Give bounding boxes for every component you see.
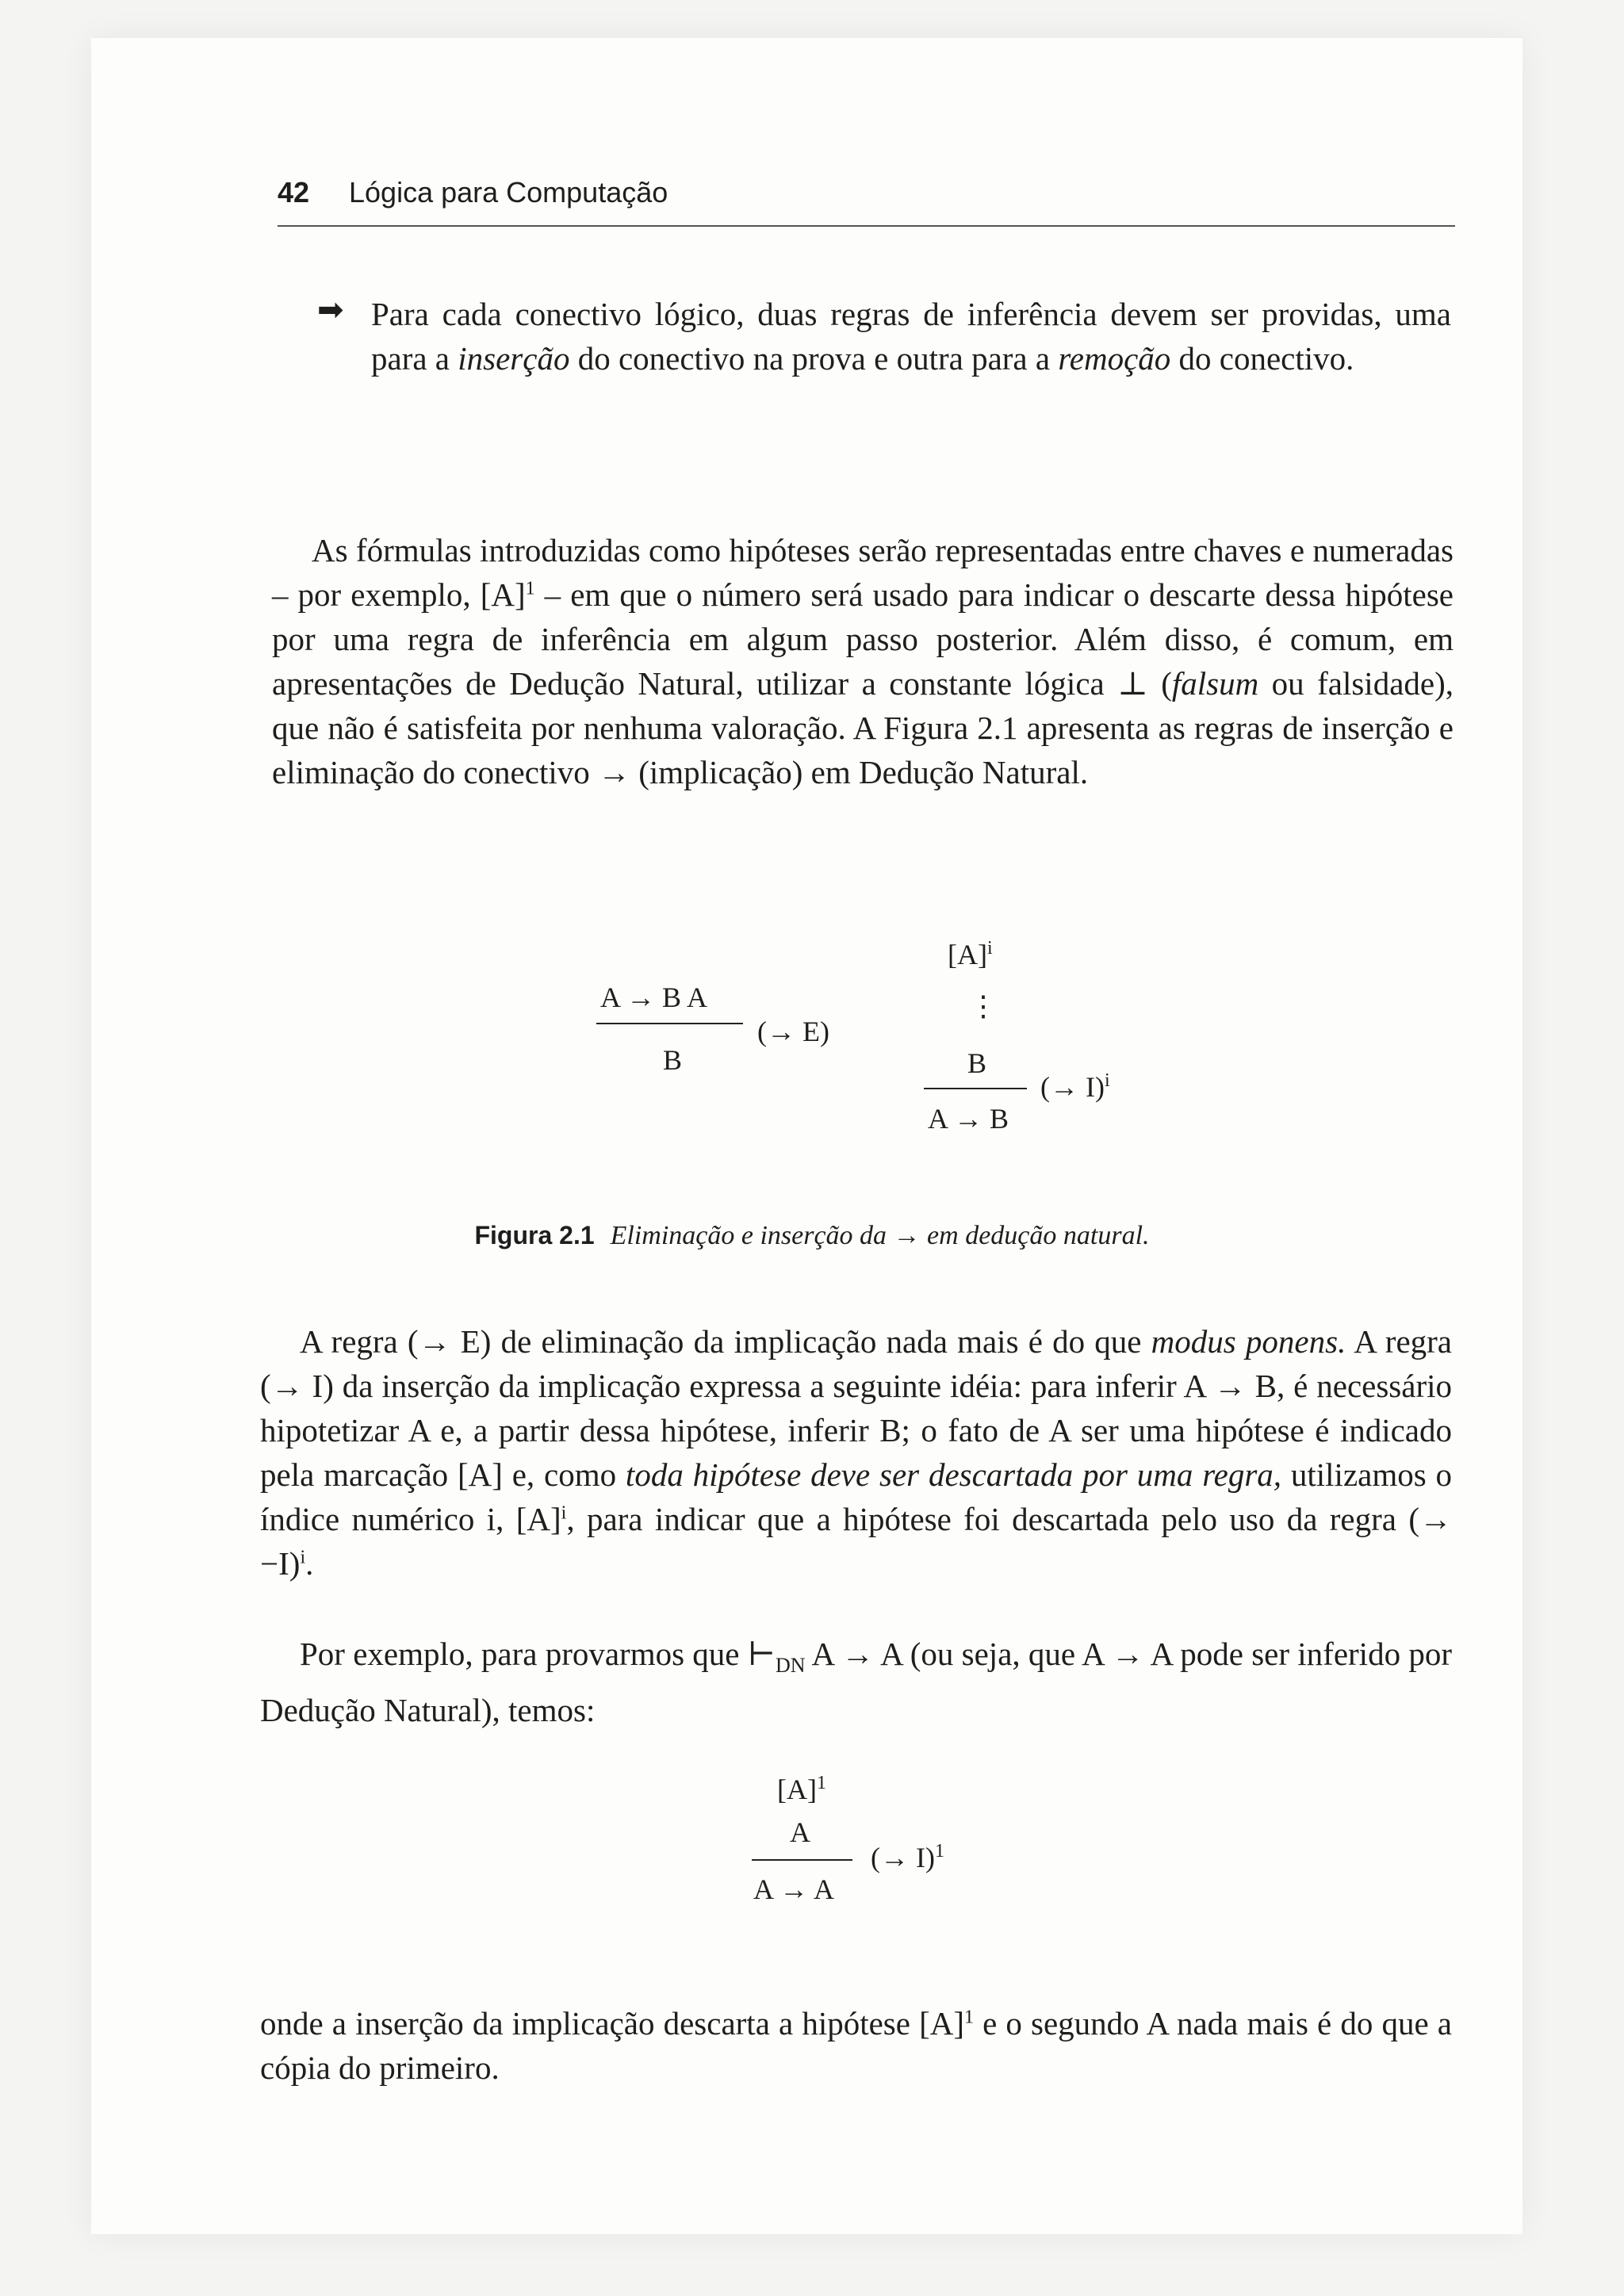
- running-header: [278, 176, 1455, 227]
- elim-premises: A → B A: [600, 982, 708, 1013]
- intro-premise: B: [967, 1047, 987, 1079]
- proof-hypothesis: $[A]^1$: [777, 1773, 826, 1805]
- book-title: Lógica para Computação: [349, 176, 668, 209]
- intro-conclusion: A → B: [928, 1103, 1009, 1135]
- proof-conclusion: A → A: [753, 1873, 835, 1905]
- elim-rule-label: (→ E): [757, 1016, 829, 1047]
- paragraph-hypotheses: As fórmulas introduzidas como hipóteses serão representadas entre chaves e numeradas – por exemplo, $[A]^1$ – em que o número será usado para indicar o descarte dessa hipótese por uma regra de inferência em algum passo posterior. Além disso, é comum, em apresentações de Dedução Natural, utilizar a constante lógica ⊥ (falsum ou falsidade), que não é satisfeita por nenhuma valoração. A Figura 2.1 apresenta as regras de inserção e eliminação do conectivo → (implicação) em Dedução Natural.: [272, 532, 1454, 790]
- page-number: 42: [278, 176, 310, 209]
- bullet-item: [317, 292, 1451, 381]
- paragraph-example: Por exemplo, para provarmos que $⊢_{DN}$ A → A (ou seja, que A → A pode ser inferido por Dedução Natural), temos:: [260, 1636, 1452, 1729]
- paragraph-rules-explanation: A regra (→ E) de eliminação da implicação nada mais é do que modus ponens. A regra (→ I) da inserção da implicação expressa a seguinte idéia: para inferir A → B, é necessário hipotetizar A e, a partir dessa hipótese, inferir B; o fato de A ser uma hipótese é indicado pela marcação [A] e, como toda hipótese deve ser descartada por uma regra, utilizamos o índice numérico i, $[A]^i$, para indicar que a hipótese foi descartada pelo uso da regra (→ −I)$^i$.: [260, 1323, 1453, 1582]
- bullet-text: Para cada conectivo lógico, duas regras de inferência devem ser providas, uma para a inserção do conectivo na prova e outra para a remoção do conectivo.: [371, 296, 1451, 377]
- intro-rule-label: (→ I)$^i$: [1040, 1070, 1110, 1103]
- intro-dots: ⋮: [969, 990, 998, 1022]
- arrow-bullet-icon: ➡: [317, 292, 344, 328]
- elim-conclusion: B: [663, 1044, 683, 1076]
- proof-premise: A: [790, 1816, 810, 1848]
- proof-rule-label: (→ I)$^1$: [871, 1841, 944, 1873]
- paragraph-conclusion: onde a inserção da implicação descarta a hipótese $[A]^1$ e o segundo A nada mais é do que a cópia do primeiro.: [260, 2005, 1452, 2086]
- figure-caption: Figura 2.1 Eliminação e inserção da → em dedução natural.: [474, 1221, 1150, 1250]
- intro-hypothesis: $[A]^i$: [948, 938, 993, 970]
